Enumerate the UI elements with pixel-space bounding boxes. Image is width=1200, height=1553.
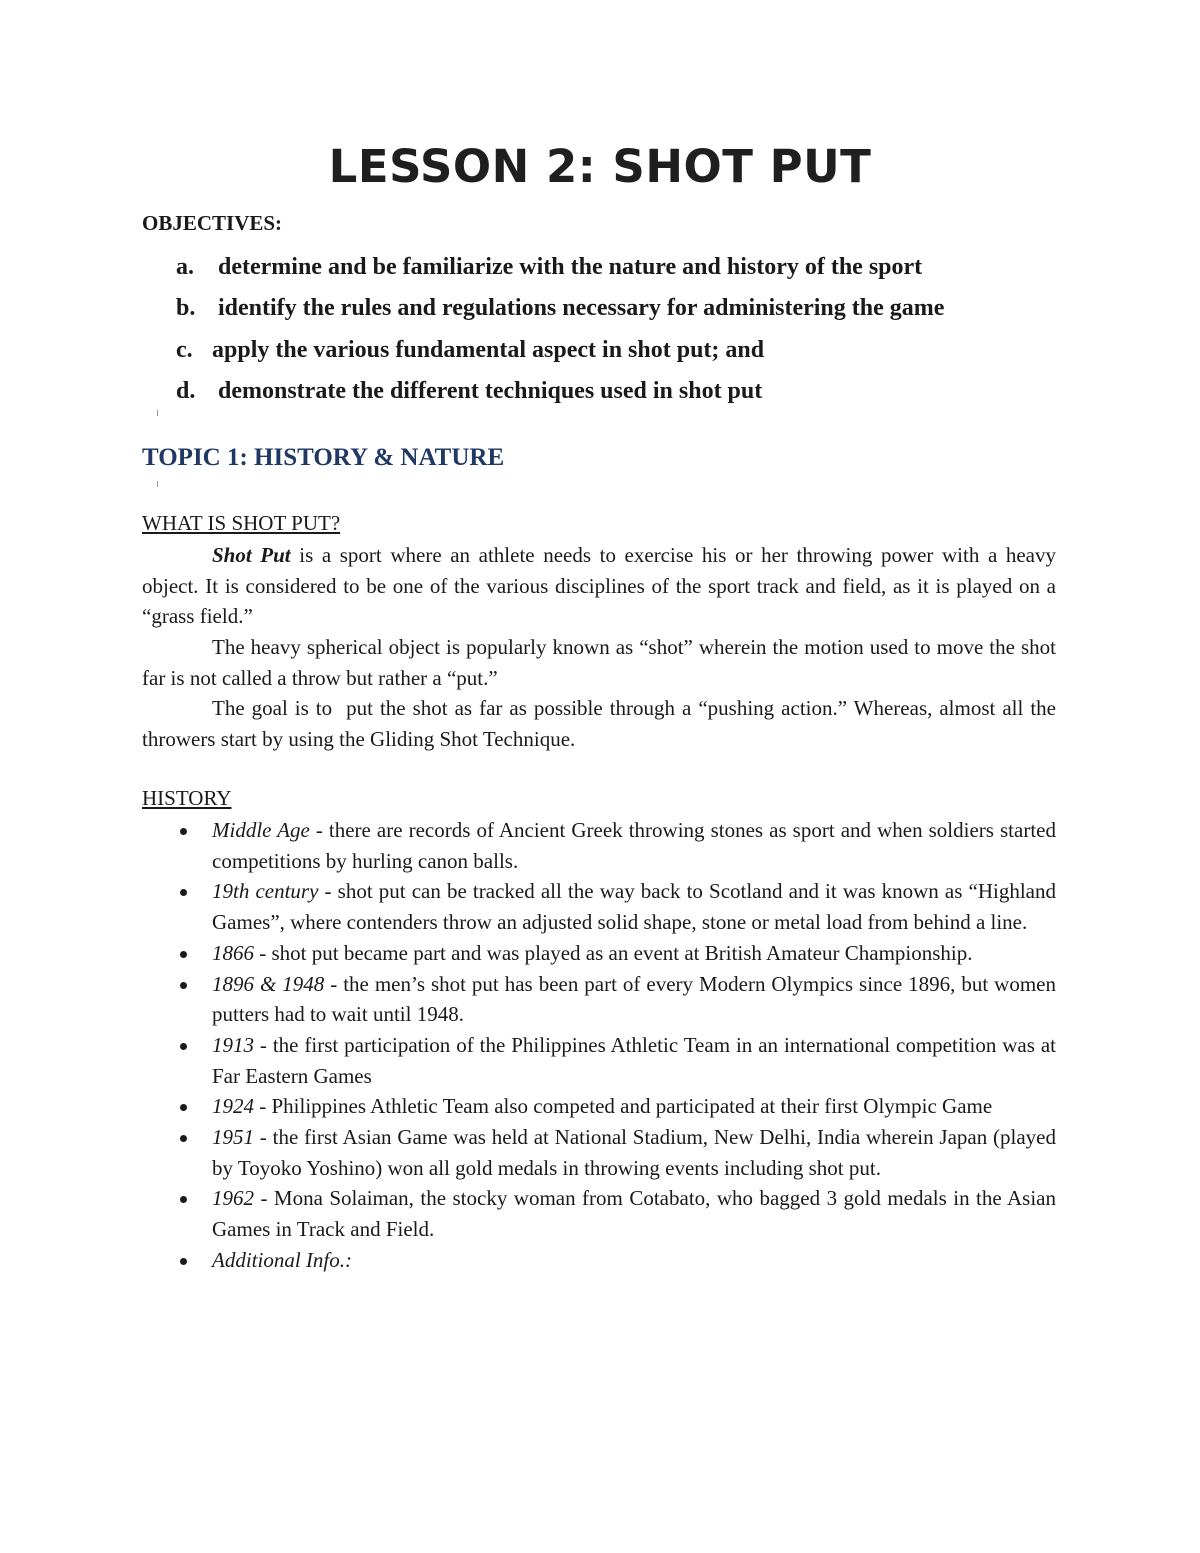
list-item: 19th century - shot put can be tracked all the way back to Scotland and it was known as “Highland Games”, where contenders throw an adjusted solid shape, stone or metal load from behind a line. (142, 876, 1056, 937)
objective-letter: a. (176, 254, 194, 280)
what-is-heading: WHAT IS SHOT PUT? (142, 511, 341, 535)
list-item: Additional Info.: (142, 1245, 1056, 1276)
list-item: 1951 - the first Asian Game was held at National Stadium, New Delhi, India wherein Japan (played by Toyoko Yoshino) won all gold medals in throwing events including shot put. (142, 1122, 1056, 1183)
objective-letter: b. (176, 295, 196, 321)
bullet-icon (180, 951, 187, 958)
objective-item (176, 295, 944, 322)
objective-item (176, 378, 762, 405)
objective-text: identify the rules and regulations necessary for administering the game (218, 295, 945, 321)
list-item: 1913 - the first participation of the Philippines Athletic Team in an international competition was at Far Eastern Games (142, 1030, 1056, 1091)
bullet-icon (180, 828, 187, 835)
intro-text: is a sport where an athlete needs to exercise his or her throwing power with a heavy object. It is considered to be one of the various disciplines of the sport track and field, as it is played on a “grass field.” (142, 543, 1056, 629)
list-item: 1896 & 1948 - the men’s shot put has been part of every Modern Olympics since 1896, but women putters had to wait until 1948. (142, 969, 1056, 1030)
list-item: Middle Age - there are records of Ancient Greek throwing stones as sport and when soldiers started competitions by hurling canon balls. (142, 815, 1056, 876)
bullet-icon (180, 1043, 187, 1050)
topic-heading: TOPIC 1: HISTORY & NATURE (142, 444, 505, 471)
history-list (142, 815, 1056, 1276)
bullet-icon (180, 1196, 187, 1203)
bullet-icon (180, 1135, 187, 1142)
objective-text: demonstrate the different techniques used in shot put (218, 378, 763, 404)
bullet-icon (180, 1258, 187, 1265)
list-item: 1866 - shot put became part and was played as an event at British Amateur Championship. (142, 938, 1056, 969)
objective-letter: c. (176, 337, 193, 363)
list-item: 1962 - Mona Solaiman, the stocky woman from Cotabato, who bagged 3 gold medals in the Asian Games in Track and Field. (142, 1183, 1056, 1244)
bullet-icon (180, 889, 187, 896)
goal-text: The goal is to put the shot as far as possible through a “pushing action.” Whereas, almost all the throwers start by using the Gliding Shot Technique. (142, 696, 1062, 751)
goal-paragraph (142, 693, 1062, 754)
objective-text: apply the various fundamental aspect in shot put; and (212, 337, 765, 363)
objective-letter: d. (176, 378, 196, 404)
page-title: LESSON 2: SHOT PUT (328, 140, 872, 193)
objectives-label: OBJECTIVES: (142, 211, 283, 235)
bullet-icon (180, 982, 187, 989)
list-item: 1924 - Philippines Athletic Team also competed and participated at their first Olympic Game (142, 1091, 1056, 1122)
paragraph-mark (157, 410, 158, 416)
shot-text: The heavy spherical object is popularly known as “shot” wherein the motion used to move the shot far is not called a throw but rather a “put.” (142, 635, 1056, 690)
objective-text: determine and be familiarize with the nature and history of the sport (218, 254, 923, 280)
intro-paragraph (142, 540, 1056, 632)
history-heading: HISTORY (142, 786, 232, 810)
objective-item (176, 254, 922, 281)
paragraph-mark (157, 481, 158, 487)
objective-item (176, 337, 764, 364)
shot-put-term: Shot Put (212, 543, 291, 567)
bullet-icon (180, 1104, 187, 1111)
shot-paragraph (142, 632, 1056, 693)
